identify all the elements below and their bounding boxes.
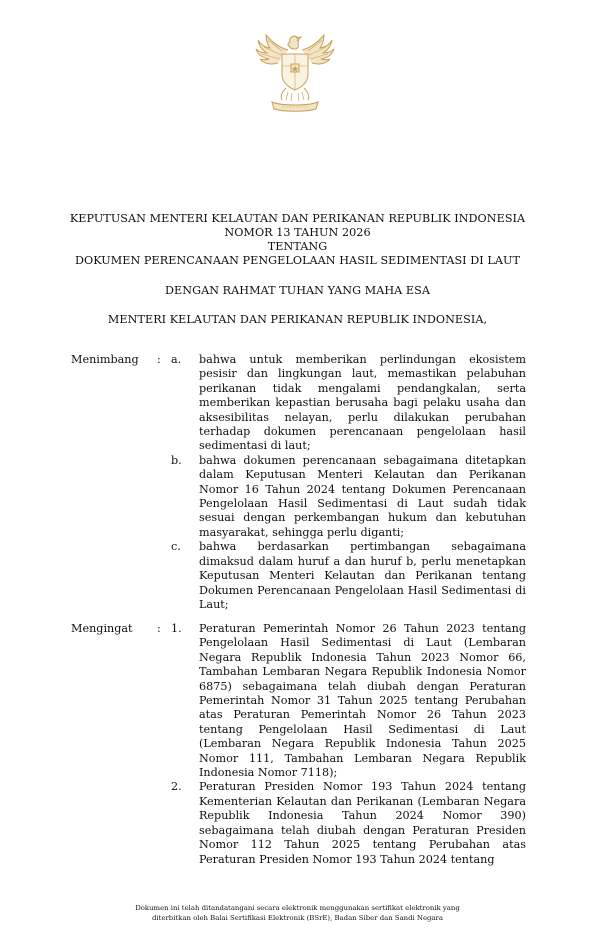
- menimbang-colon: :: [157, 353, 161, 366]
- garuda-pancasila-emblem-icon: [252, 30, 338, 118]
- menimbang-label: Menimbang: [71, 353, 139, 366]
- item-text: Peraturan Pemerintah Nomor 26 Tahun 2023 tentang Pengelolaan Hasil Sedimentasi di Laut (Lembaran Negara Republik Indonesia Tahun 2023 Nomor 66, Tambahan Lembaran Negara Republik Indonesia Nomor 6875) sebagaimana telah diubah dengan Peraturan Pemerintah Nomor 31 Tahun 2025 tentang Perubahan atas Peraturan Pemerintah Nomor 26 Tahun 2023 tentang Pengelolaan Hasil Sedimentasi di Laut (Lembaran Negara Republik Indonesia Tahun 2025 Nomor 111, Tambahan Lembaran Negara Republik Indonesia Nomor 7118);: [199, 622, 526, 780]
- decree-number: NOMOR 13 TAHUN 2026: [224, 226, 371, 239]
- item-marker: a.: [171, 353, 182, 366]
- menimbang-list: [165, 353, 526, 612]
- mengingat-label: Mengingat: [71, 622, 133, 635]
- issuer-line: MENTERI KELAUTAN DAN PERIKANAN REPUBLIK INDONESIA,: [107, 313, 488, 326]
- footer-line-1: Dokumen ini telah ditandatangani secara elektronik menggunakan sertifikat elektronik yang: [135, 904, 460, 912]
- list-item: [165, 454, 526, 540]
- item-marker: 1.: [171, 622, 182, 635]
- footer-line-2: diterbitkan oleh Balai Sertifikasi Elektronik (BSrE), Badan Siber dan Sandi Negara: [152, 914, 443, 922]
- list-item: [165, 353, 526, 454]
- item-text: Peraturan Presiden Nomor 193 Tahun 2024 tentang Kementerian Kelautan dan Perikanan (Lembaran Negara Republik Indonesia Tahun 2024 Nomor 390) sebagaimana telah diubah dengan Peraturan Presiden Nomor 112 Tahun 2025 tentang Perubahan atas Peraturan Presiden Nomor 193 Tahun 2024 tentang: [199, 780, 526, 866]
- mengingat-colon: :: [157, 622, 161, 635]
- grace-line: DENGAN RAHMAT TUHAN YANG MAHA ESA: [165, 284, 430, 297]
- decree-title: KEPUTUSAN MENTERI KELAUTAN DAN PERIKANAN REPUBLIK INDONESIA: [69, 212, 526, 225]
- e-signature-footer: [40, 903, 555, 923]
- item-text: bahwa untuk memberikan perlindungan ekosistem pesisir dan lingkungan laut, memastikan pelabuhan perikanan tidak mengalami pendangkalan, serta memberikan kepastian berusaha bagi pelaku usaha dan aksesibilitas nelayan, perlu dilakukan perubahan terhadap dokumen perencanaan pengelolaan hasil sedimentasi di laut;: [199, 353, 526, 453]
- list-item: [165, 622, 526, 780]
- decree-about: TENTANG: [267, 240, 328, 253]
- list-item: [165, 780, 526, 866]
- item-marker: c.: [171, 540, 181, 554]
- item-marker: b.: [171, 453, 182, 467]
- item-text: bahwa berdasarkan pertimbangan sebagaimana dimaksud dalam huruf a dan huruf b, perlu menetapkan Keputusan Menteri Kelautan dan Perikanan tentang Dokumen Perencanaan Pengelolaan Hasil Sedimentasi di Laut;: [199, 540, 526, 611]
- decree-heading: [40, 212, 555, 268]
- item-marker: 2.: [171, 780, 182, 794]
- decree-subject: DOKUMEN PERENCANAAN PENGELOLAAN HASIL SEDIMENTASI DI LAUT: [75, 254, 520, 267]
- mengingat-list: [165, 622, 526, 867]
- item-text: bahwa dokumen perencanaan sebagaimana ditetapkan dalam Keputusan Menteri Kelautan dan Perikanan Nomor 16 Tahun 2024 tentang Dokumen Perencanaan Pengelolaan Hasil Sedimentasi di Laut sudah tidak sesuai dengan perkembangan hukum dan kebutuhan masyarakat, sehingga perlu diganti;: [199, 453, 526, 539]
- list-item: [165, 540, 526, 612]
